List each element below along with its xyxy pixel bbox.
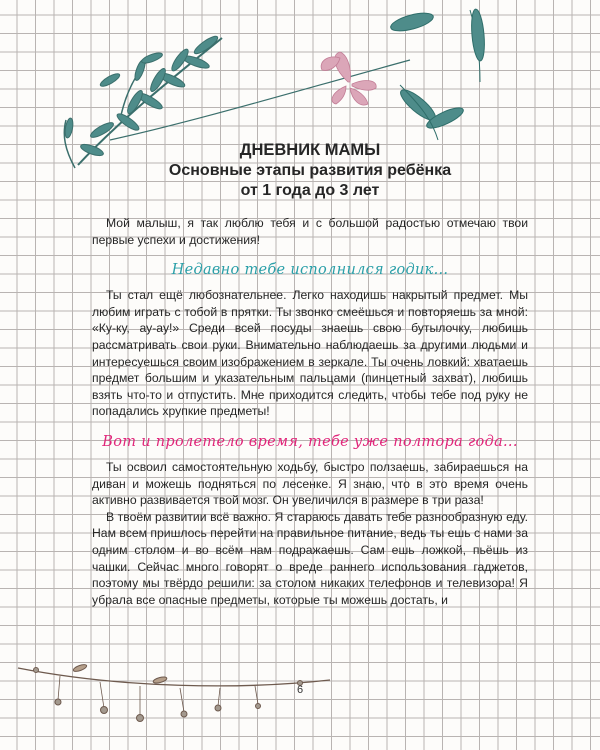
section1-heading: Недавно тебе исполнился годик... [171, 262, 449, 279]
section1-paragraph: Ты стал ещё любознательнее. Легко находишь накрытый предмет. Мы любим играть с тобой в прятки. Ты звонко смеёшься и повторяешь за мной: «Ку-ку, ау-ау!» Среди всей посуды знаешь свою бутылочку, любишь рассматривать свои руки. Внимательно наблюдаешь за другими людьми и интересуешься своим изображением в зеркале. Ты очень ловкий: хватаешь предмет большим и указательным пальцами (пинцетный захват), любишь взять что-то и отпустить. Мне приходится следить, чтобы тебе под руку не попадались хрупкие предметы! [92, 288, 528, 419]
intro-paragraph: Мой малыш, я так люблю тебя и с большой радостью отмечаю твои первые успехи и достижения! [92, 216, 528, 247]
section2-paragraph1: Ты освоил самостоятельную ходьбу, быстро ползаешь, забираешься на диван и можешь подняться по лесенке. Я знаю, что в это время очень активно развивается твой мозг. Он увеличился в размере в три раза! [92, 459, 528, 508]
subtitle-line2: от 1 года до 3 лет [240, 182, 380, 199]
pink-flower-icon [321, 52, 376, 105]
page-number: 6 [296, 684, 304, 696]
text-column [92, 140, 528, 608]
page-title: ДНЕВНИК МАМЫ [239, 141, 381, 159]
teal-leaf-icon [389, 9, 486, 140]
subtitle-line1: Основные этапы развития ребёнка [168, 162, 452, 179]
section2-paragraph2: В твоём развитии всё важно. Я стараюсь давать тебе разнообразную еду. Нам всем пришлось перейти на правильное питание, ведь ты ешь с нами за одним столом и во всём нам подражаешь. Сам ешь ложкой, пьёшь из чашки. Сейчас много говорят о вреде раннего использования гаджетов, поэтому мы твёрдо решили: за столом никаких телефонов и телевизора! Я убрала все опасные предметы, которые ты можешь достать, и [92, 509, 528, 607]
section2-heading: Вот и пролетело время, тебе уже полтора года... [102, 433, 518, 450]
